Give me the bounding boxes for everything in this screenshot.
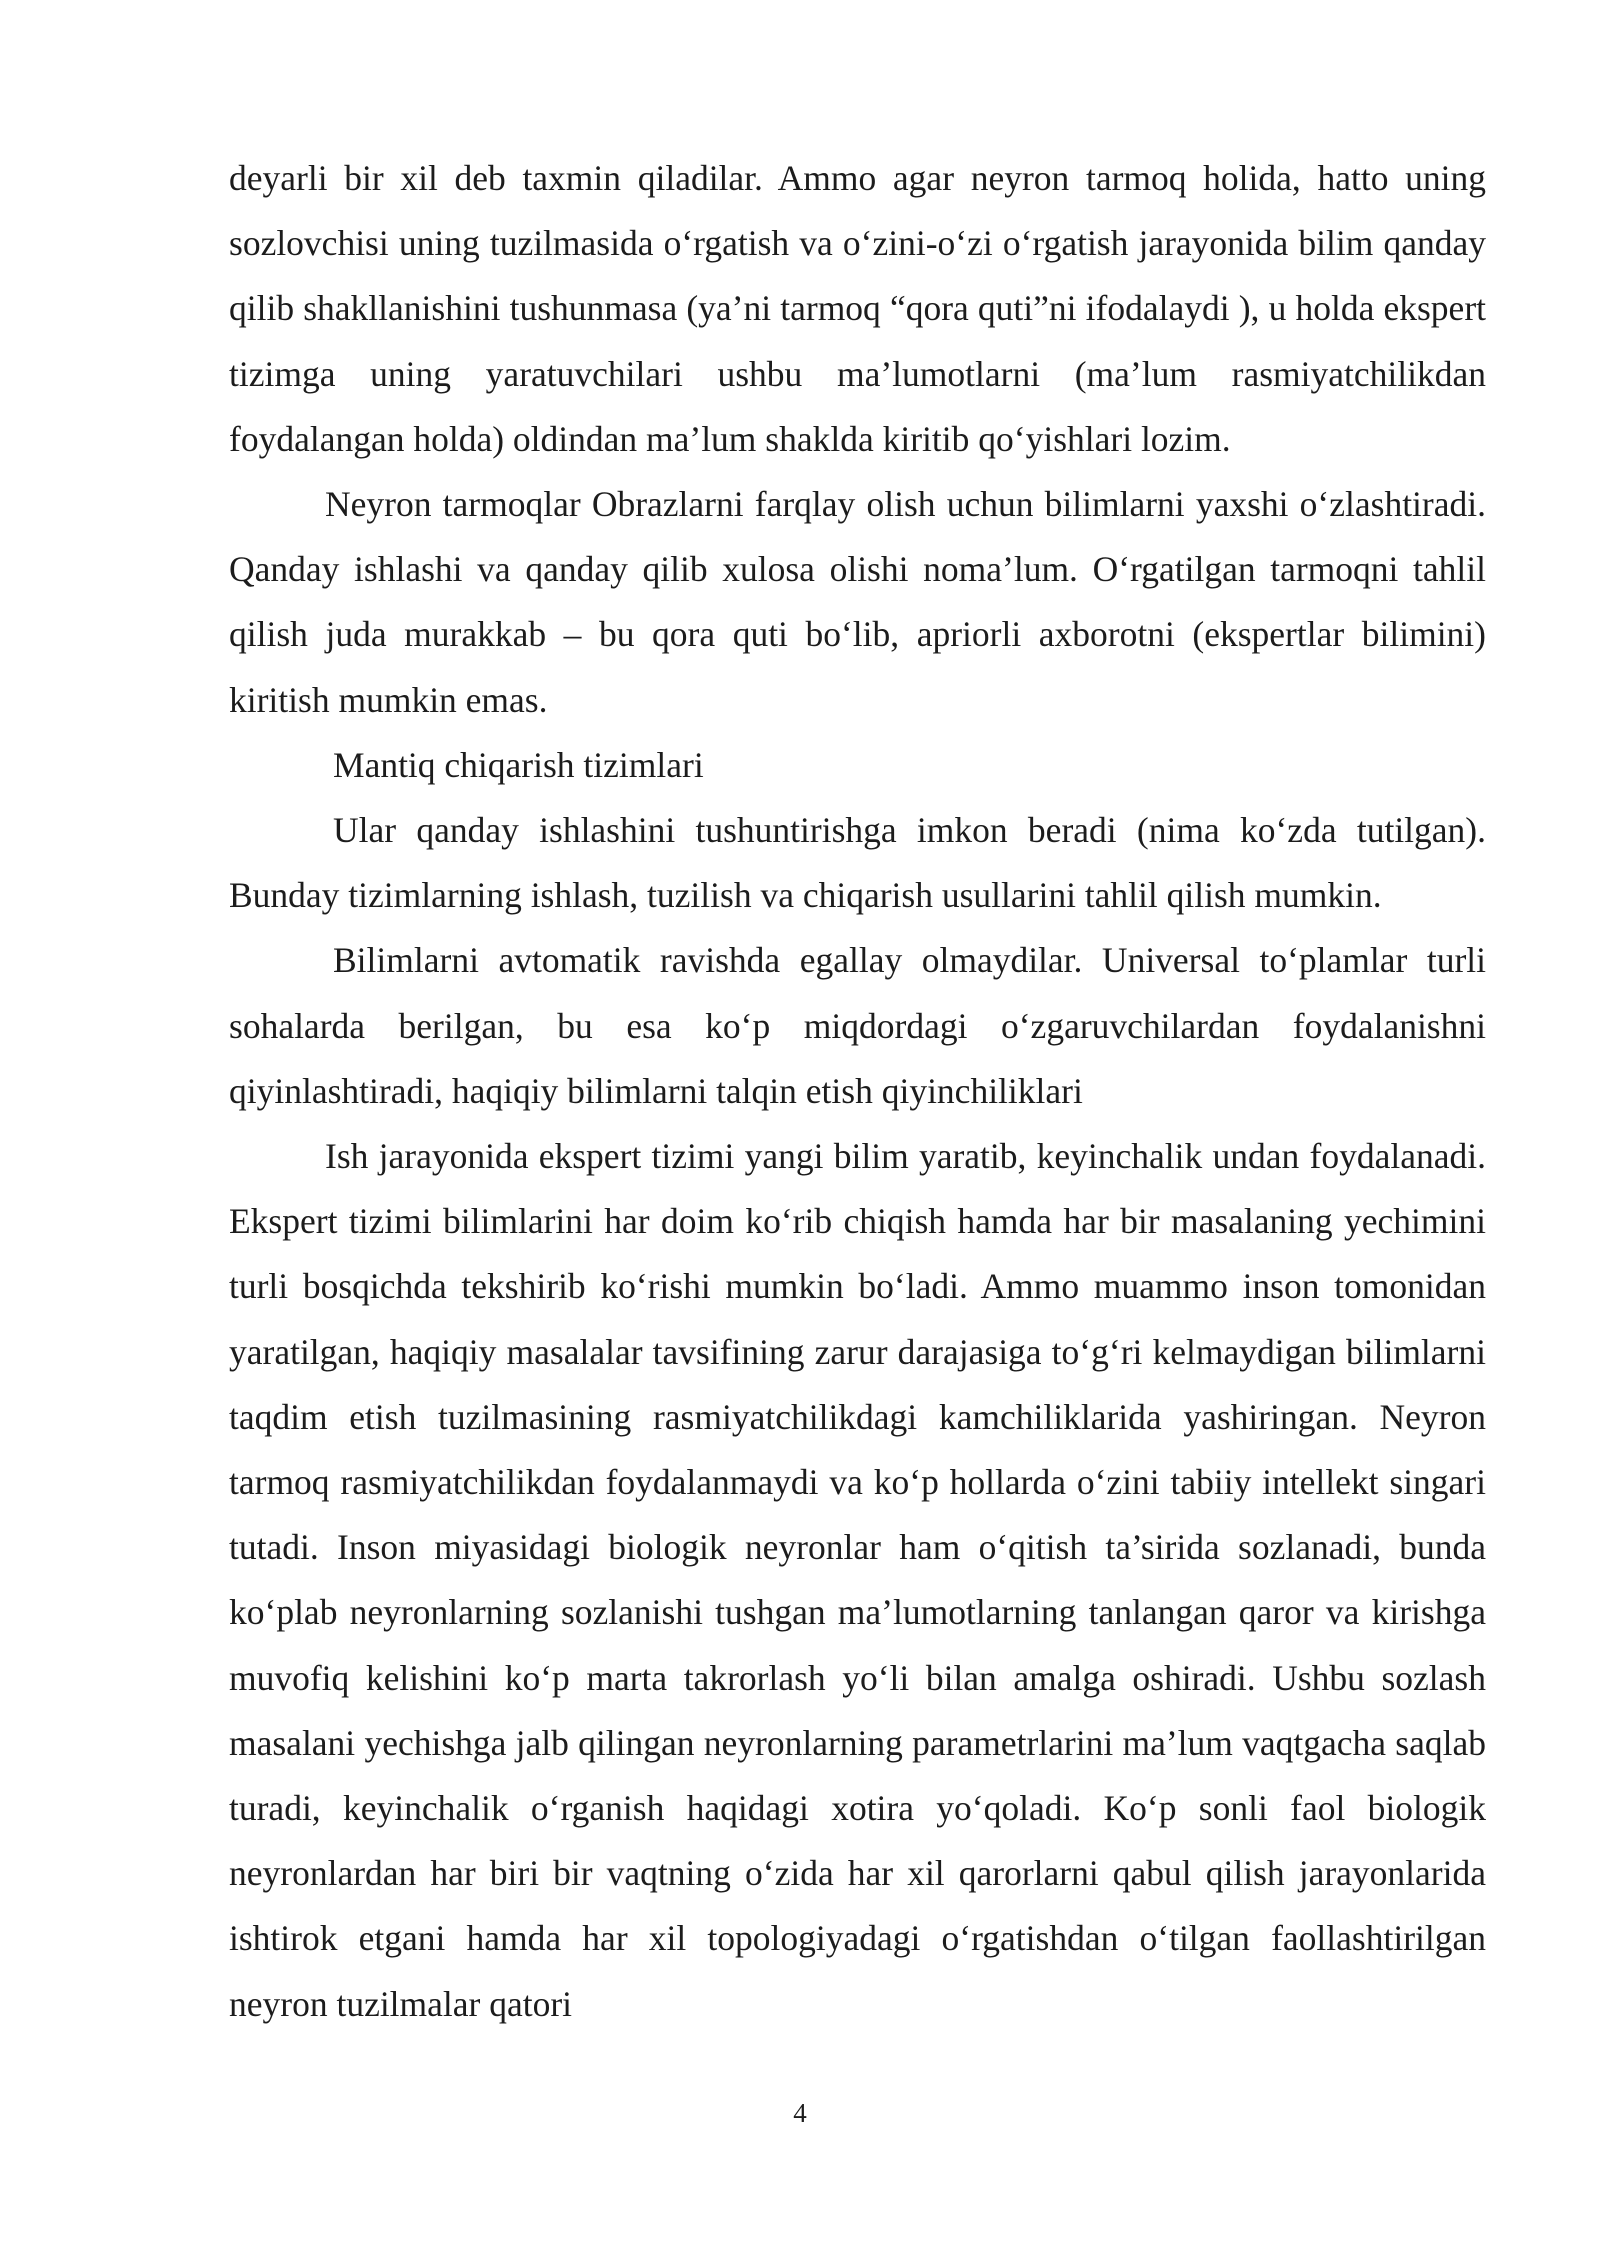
paragraph-knowledge-acquisition: Bilimlarni avtomatik ravishda egallay olmaydilar. Universal to‘plamlar turli sohalarda berilgan, bu esa ko‘p miqdordagi o‘zgaruvchilardan foydalanishni qiyinlashtiradi, haqiqiy bilimlarni talqin etish qiyinchiliklari <box>229 940 1486 1111</box>
section-heading: Mantiq chiqarish tizimlari <box>333 744 704 785</box>
paragraph-neural-networks: Neyron tarmoqlar Obrazlarni farqlay olish uchun bilimlarni yaxshi o‘zlashtiradi. Qanday ishlashi va qanday qilib xulosa olishi noma’lum. O‘rgatilgan tarmoqni tahlil qilish juda murakkab – bu qora quti bo‘lib, apriorli axborotni (ekspertlar bilimini) kiritish mumkin emas. <box>229 484 1486 720</box>
page-number: 4 <box>793 2098 807 2128</box>
document-body <box>229 146 1486 2037</box>
paragraph-continuation: deyarli bir xil deb taxmin qiladilar. Ammo agar neyron tarmoq holida, hatto uning sozlovchisi uning tuzilmasida o‘rgatish va o‘zini-o‘zi o‘rgatish jarayonida bilim qanday qilib shakllanishini tushunmasa (ya’ni tarmoq “qora quti”ni ifodalaydi ), u holda ekspert tizimga uning yaratuvchilari ushbu ma’lumotlarni (ma’lum rasmiyatchilikdan foydalangan holda) oldindan ma’lum shaklda kiritib qo‘yishlari lozim. <box>229 158 1486 459</box>
paragraph-inference-systems: Ular qanday ishlashini tushuntirishga imkon beradi (nima ko‘zda tutilgan). Bunday tizimlarning ishlash, tuzilish va chiqarish usullarini tahlil qilish mumkin. <box>229 810 1486 916</box>
paragraph-expert-system: Ish jarayonida ekspert tizimi yangi bilim yaratib, keyinchalik undan foydalanadi. Ekspert tizimi bilimlarini har doim ko‘rib chiqish hamda har bir masalaning yechimini turli bosqichda tekshirib ko‘rishi mumkin bo‘ladi. Ammo muammo inson tomonidan yaratilgan, haqiqiy masalalar tavsifining zarur darajasiga to‘g‘ri kelmaydigan bilimlarni taqdim etish tuzilmasining rasmiyatchilikdagi kamchiliklarida yashiringan. Neyron tarmoq rasmiyatchilikdan foydalanmaydi va ko‘p hollarda o‘zini tabiiy intellekt singari tutadi. Inson miyasidagi biologik neyronlar ham o‘qitish ta’sirida sozlanadi, bunda ko‘plab neyronlarning sozlanishi tushgan ma’lumotlarning tanlangan qaror va kirishga muvofiq kelishini ko‘p marta takrorlash yo‘li bilan amalga oshiradi. Ushbu sozlash masalani yechishga jalb qilingan neyronlarning parametrlarini ma’lum vaqtgacha saqlab turadi, keyinchalik o‘rganish haqidagi xotira yo‘qoladi. Ko‘p sonli faol biologik neyronlardan har biri bir vaqtning o‘zida har xil qarorlarni qabul qilish jarayonlarida ishtirok etgani hamda har xil topologiyadagi o‘rgatishdan o‘tilgan faollashtirilgan neyron tuzilmalar qatori <box>229 1136 1486 2024</box>
